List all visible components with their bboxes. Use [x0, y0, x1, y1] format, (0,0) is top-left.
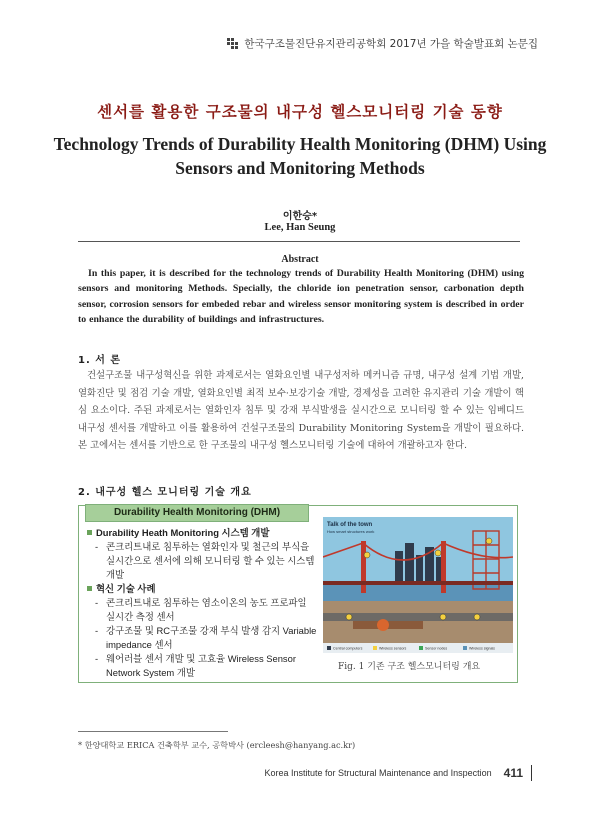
- figure-caption: Fig. 1 기존 구조 헬스모니터링 개요: [338, 662, 481, 672]
- author-name-english: Lee, Han Seung: [264, 222, 336, 233]
- smart-structure-illustration: [323, 517, 513, 653]
- sub-bullet-text: 콘크리트내로 침투하는 염소이온의 농도 프로파일 실시간 측정 센서: [106, 597, 307, 622]
- dhm-box-title: Durability Health Monitoring (DHM): [85, 504, 309, 522]
- page-number: 411: [503, 766, 523, 780]
- title-divider: [78, 241, 520, 242]
- legend-label: Central computers: [333, 646, 363, 651]
- journal-name: 한국구조물진단유지관리공학회 2017년 가을 학술발표회 논문집: [244, 38, 538, 50]
- bullet-heading: 혁신 기술 사례: [96, 583, 156, 594]
- bullet-group: [85, 582, 317, 596]
- publisher-name: Korea Institute for Structural Maintenance and Inspection: [264, 768, 492, 778]
- sub-bullet: - 강구조물 및 RC구조물 강재 부식 발생 감지 Variable impedance 센서: [95, 625, 317, 650]
- section-1-body: 건설구조물 내구성혁신을 위한 과제로서는 열화요인별 내구성저하 메커니즘 규명, 내구성 설계 기법 개발, 열화진단 및 점검 기술 개발, 열화요인별 최적 보수·보강기술 개발, 경제성을 고려한 유지관리 기술 개발이 핵심 요소이다. 주된 과제로서는 열화인자 침투 및 강재 부식발생을 실시간으로 모니터링 할 수 있는 임베디드 내구성 센서를 개발하고 이를 활용하여 건설구조물의 Durability Monitoring System을 개발이 필요하다. 본 고에서는 센서를 기반으로 한 구조물의 내구성 헬스모니터링 기술에 대하여 개괄하고자 한다.: [78, 370, 524, 452]
- section-2-heading: 2. 내구성 헬스 모니터링 기술 개요: [78, 487, 252, 498]
- sub-bullet: - 콘크리트내로 침투하는 열화인자 및 철근의 부식을 실시간으로 센서에 의해 모니터링 할 수 있는 시스템 개발: [95, 541, 315, 580]
- footer-divider: [531, 765, 532, 781]
- sub-bullet-text: 콘크리트내로 침투하는 열화인자 및 철근의 부식을 실시간으로 센서에 의해 모니터링 할 수 있는 시스템 개발: [106, 541, 315, 580]
- page-footer: [265, 765, 533, 781]
- sub-bullet-text: 웨어러블 센서 개발 및 고효율 Wireless Sensor Network System 개발: [106, 653, 296, 678]
- abstract-heading: Abstract: [281, 254, 319, 265]
- abstract-body: In this paper, it is described for the technology trends of Durability Health Monitoring (DHM) using sensors and monitoring Methods. Specially, the chloride ion penetration sensor, carbonation depth sensor, corrosion sensors for embeded rebar and wireless sensor monitoring system is described in order to enhance the durability of buildings and infrastructures.: [78, 268, 524, 325]
- author-footnote: * 한양대학교 ERICA 건축학부 교수, 공학박사 (ercleesh@hanyang.ac.kr): [78, 740, 356, 750]
- section-1-heading: 1. 서 론: [78, 355, 122, 366]
- square-bullet-icon: [87, 586, 92, 591]
- author-name-korean: 이한승*: [282, 211, 318, 222]
- paper-title-english: Technology Trends of Durability Health Monitoring (DHM) Using Sensors and Monitoring Methods: [53, 134, 547, 178]
- figure-subtitle: How smart structures work: [327, 529, 375, 534]
- dhm-bullet-list: [85, 526, 317, 680]
- grid-logo-icon: [227, 38, 239, 49]
- sub-bullet: - 웨어러블 센서 개발 및 고효율 Wireless Sensor Network System 개발: [95, 653, 296, 678]
- paper-title-korean: 센서를 활용한 구조물의 내구성 헬스모니터링 기술 동향: [97, 103, 503, 121]
- legend-label: Wireless signals: [469, 646, 495, 651]
- footnote-divider: [78, 731, 228, 732]
- running-header: [227, 36, 538, 51]
- sub-bullet: - 콘크리트내로 침투하는 염소이온의 농도 프로파일 실시간 측정 센서: [95, 597, 307, 622]
- legend-label: Wireless sensors: [379, 646, 407, 651]
- figure-title: Talk of the town: [327, 522, 373, 528]
- square-bullet-icon: [87, 530, 92, 535]
- dhm-summary-box: [78, 505, 518, 683]
- bullet-heading: Durability Heath Monitoring 시스템 개발: [96, 527, 270, 538]
- sub-bullet-text: 강구조물 및 RC구조물 강재 부식 발생 감지 Variable impedance 센서: [106, 625, 317, 650]
- bullet-group: [85, 526, 317, 540]
- legend-label: Sensor nodes: [425, 646, 448, 651]
